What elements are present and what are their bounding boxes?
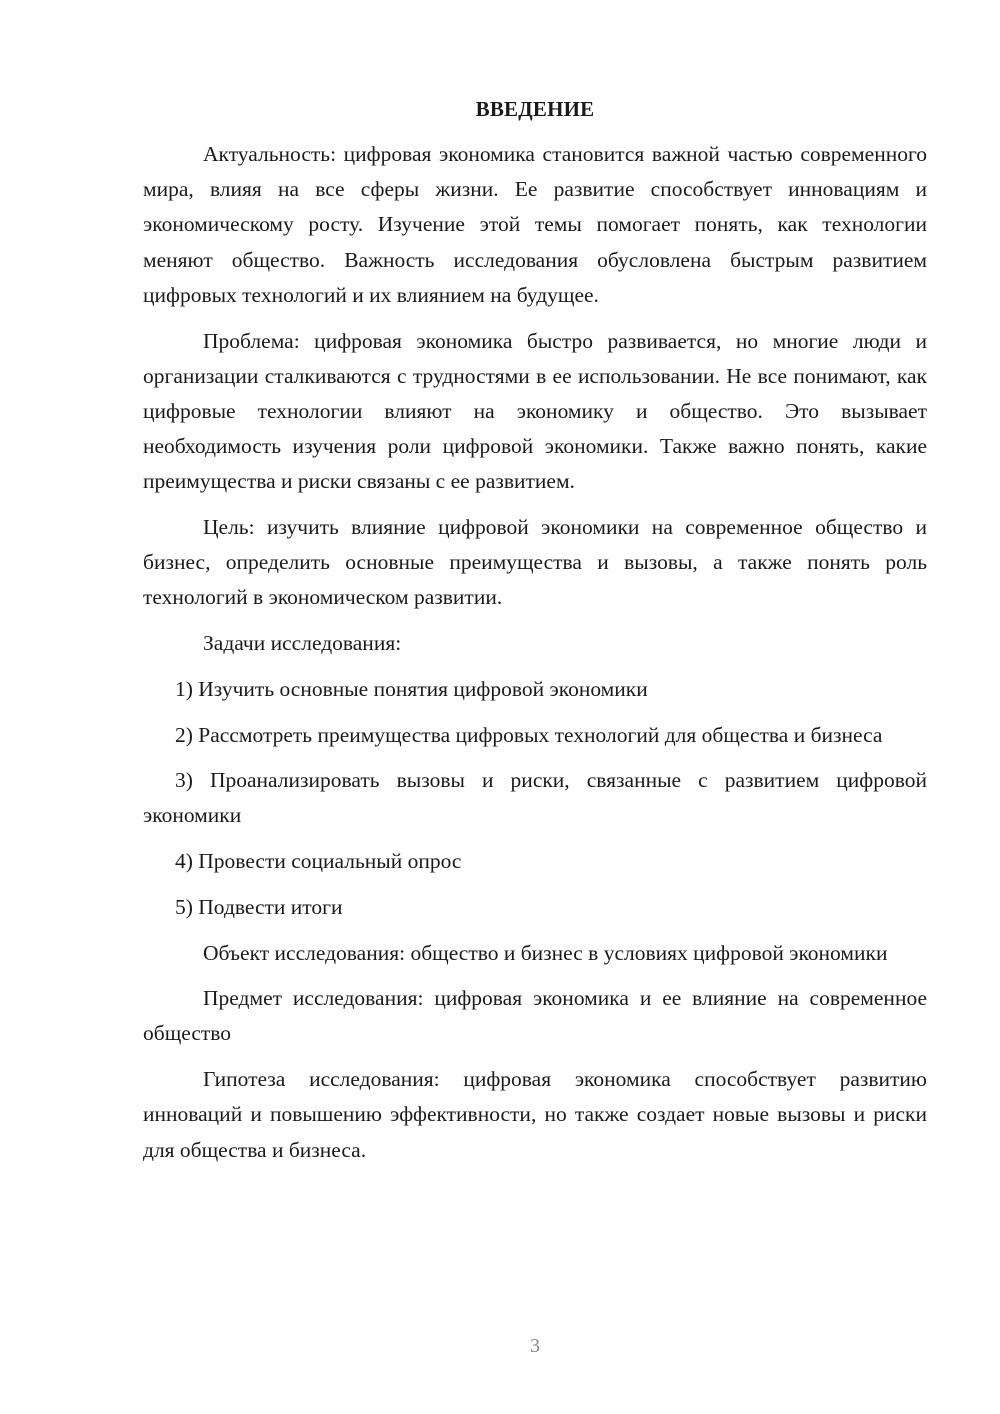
page-title: ВВЕДЕНИЕ: [475, 97, 595, 121]
task-item-2: 2) Рассмотреть преимущества цифровых технологий для общества и бизнеса: [175, 722, 883, 747]
paragraph-subject: Предмет исследования: цифровая экономика и ее влияние на современное общество: [143, 986, 927, 1046]
paragraph-object: Объект исследования: общество и бизнес в условиях цифровой экономики: [203, 940, 888, 965]
paragraph-goal: Цель: изучить влияние цифровой экономики на современное общество и бизнес, определить основные преимущества и вызовы, а также понять роль технологий в экономическом развитии.: [143, 515, 927, 610]
page-number: 3: [530, 1335, 540, 1357]
task-item-4: 4) Провести социальный опрос: [175, 849, 462, 874]
paragraph-relevance: Актуальность: цифровая экономика становится важной частью современного мира, влияя на все сферы жизни. Ее развитие способствует инновациям и экономическому росту. Изучение этой темы помогает понять, как технологии меняют общество. Важность исследования обусловлена быстрым развитием цифровых технологий и их влиянием на будущее.: [143, 142, 927, 307]
task-item-3: 3) Проанализировать вызовы и риски, связанные с развитием цифровой экономики: [143, 768, 927, 828]
paragraph-hypothesis: Гипотеза исследования: цифровая экономика способствует развитию инноваций и повышению эффективности, но также создает новые вызовы и риски для общества и бизнеса.: [143, 1067, 927, 1162]
task-item-1: 1) Изучить основные понятия цифровой экономики: [175, 676, 648, 701]
paragraph-problem: Проблема: цифровая экономика быстро развивается, но многие люди и организации сталкиваются с трудностями в ее использовании. Не все понимают, как цифровые технологии влияют на экономику и общество. Это вызывает необходимость изучения роли цифровой экономики. Также важно понять, какие преимущества и риски связаны с ее развитием.: [143, 328, 927, 494]
task-item-5: 5) Подвести итоги: [175, 894, 343, 919]
page-content: [143, 92, 927, 1178]
paragraph-tasks-heading: Задачи исследования:: [203, 631, 402, 656]
